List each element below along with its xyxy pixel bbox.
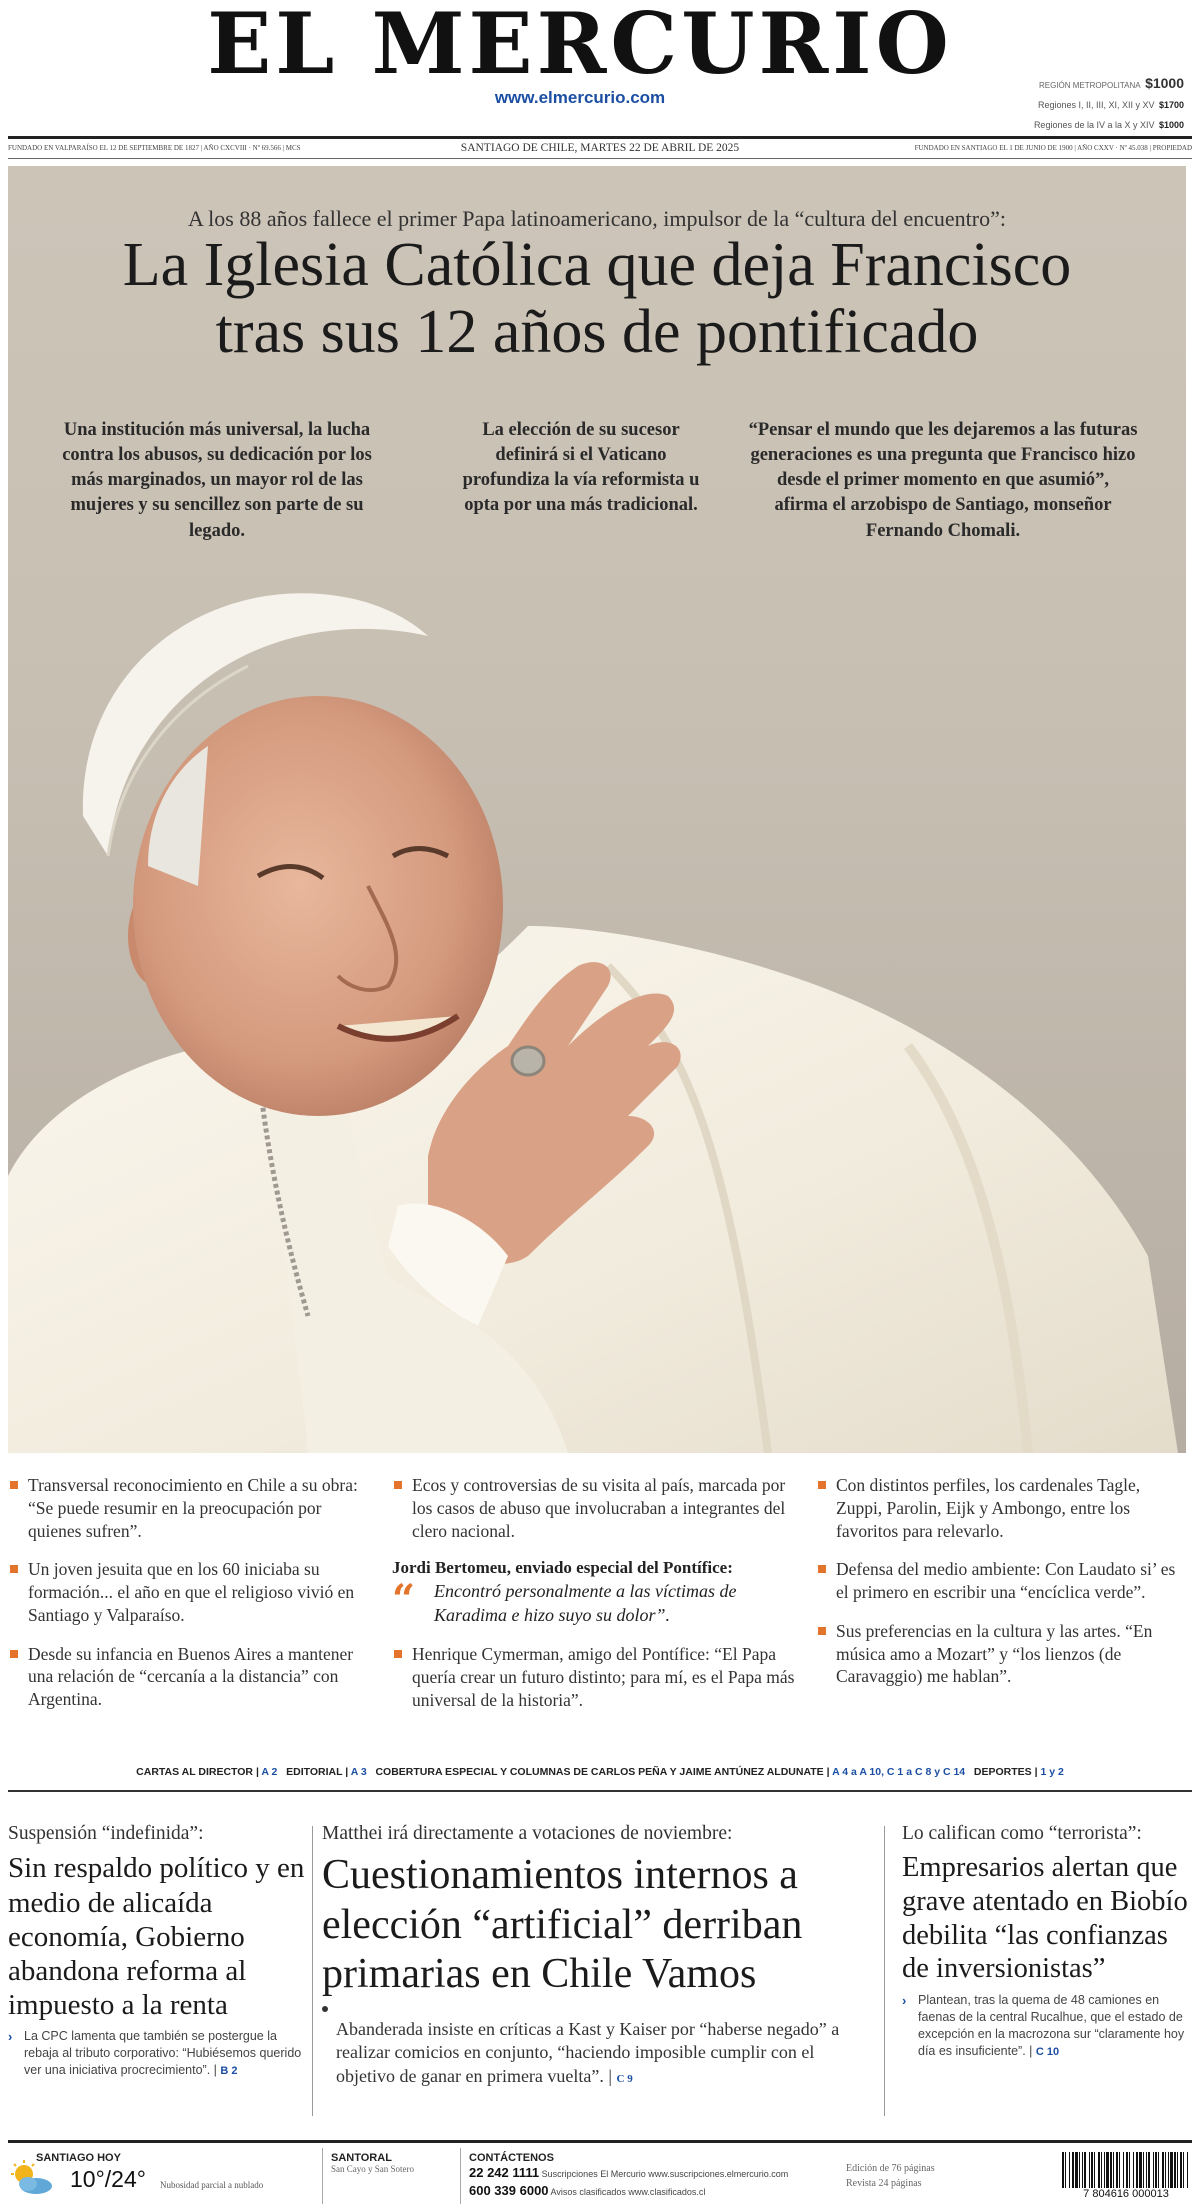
bullet-square-icon [10, 1650, 18, 1658]
barcode-bar [1133, 2152, 1134, 2193]
bullet-item[interactable] [392, 1474, 802, 1542]
ref-editorial[interactable]: EDITORIAL [286, 1766, 343, 1778]
barcode-bar [1069, 2152, 1070, 2193]
story-note-text: Plantean, tras la quema de 48 camiones en faenas de la central Rucalhue, que el estado de excepción en la macrozona sur “claramente hoy día es insuficiente”. [918, 1992, 1185, 2058]
price-regions-a-label: Regiones I, II, III, XI, XII y XV [1037, 100, 1155, 110]
hero-deck-quote: “Pensar el mundo que les dejaremos a las futuras generaciones es una pregunta que Francisco hizo desde el primer momento en que asumió”, afirma el arzobispo de Santiago, monseñor Fernando Chomali. [748, 420, 1138, 541]
bullet-item[interactable] [816, 1474, 1186, 1542]
barcode-bar [1104, 2152, 1105, 2193]
barcode-bar [1148, 2152, 1150, 2193]
bullet-text: Ecos y controversias de su visita al país, marcada por los casos de abuso que involucraban a integrantes del clero nacional. [412, 1475, 786, 1541]
bullet-item[interactable] [8, 1558, 376, 1626]
bullet-text: Transversal reconocimiento en Chile a su obra: “Se puede resumir en la preocupación por quienes sufren”. [28, 1475, 358, 1541]
barcode-bar [1098, 2152, 1100, 2193]
barcode-bar [1065, 2152, 1066, 2193]
ref-deportes[interactable]: DEPORTES [973, 1766, 1032, 1778]
arrow-right-icon: › [902, 1992, 907, 2008]
ref-cobertura-page[interactable]: A 4 a A 10, C 1 a C 8 y C 14 [832, 1766, 966, 1778]
barcode-bar [1072, 2152, 1074, 2193]
barcode-bar [1168, 2152, 1169, 2193]
bullet-square-icon [10, 1481, 18, 1489]
dateline-rule [8, 158, 1192, 159]
barcode-bar [1129, 2152, 1130, 2193]
founded-right: FUNDADO EN SANTIAGO EL 1 DE JUNIO DE 1900 | AÑO CXXV · Nº 45.038 | PROPIEDAD [914, 144, 1192, 152]
footer-rule [8, 2140, 1192, 2143]
barcode-bar [1079, 2152, 1080, 2193]
barcode-bar [1101, 2152, 1102, 2193]
hero-headline-line-1: La Iglesia Católica que deja Francisco [122, 231, 1072, 299]
price-region-label: REGIÓN METROPOLITANA [1038, 81, 1141, 90]
santoral-box [322, 2148, 452, 2204]
hero-headline-line-2: tras sus 12 años de pontificado [215, 297, 979, 366]
ref-cartas-page[interactable]: A 2 [261, 1766, 278, 1778]
phone-subscriptions-desc: Suscripciones El Mercurio www.suscripciones.elmercurio.com [541, 2169, 789, 2179]
page-ref[interactable]: C 10 [1035, 2045, 1060, 2058]
barcode-bar [1153, 2152, 1154, 2193]
arrow-right-icon: › [8, 2029, 13, 2045]
barcode-bar [1116, 2152, 1118, 2193]
barcode-bar [1177, 2152, 1178, 2193]
barcode-bar [1183, 2152, 1184, 2193]
bullet-item[interactable] [8, 1474, 376, 1542]
story-kicker: Suspensión “indefinida”: [8, 1823, 204, 1844]
weather-temperature: 10°/24° [70, 2166, 146, 2192]
ref-cartas[interactable]: CARTAS AL DIRECTOR [136, 1766, 254, 1778]
bullet-item[interactable] [392, 1643, 802, 1711]
page-ref[interactable]: C 9 [616, 2072, 633, 2085]
date-line: SANTIAGO DE CHILE, MARTES 22 DE ABRIL DE 2025 [460, 142, 740, 154]
price-box [1034, 74, 1184, 134]
story-biobio-attack[interactable] [902, 1822, 1192, 2059]
bullet-text: Defensa del medio ambiente: Con Laudato si’ es el primero en escribir una “encíclica verde”. [836, 1559, 1176, 1602]
barcode-bar [1136, 2152, 1138, 2193]
bullet-item[interactable] [816, 1558, 1186, 1604]
barcode-bar [1126, 2152, 1128, 2193]
bullet-square-icon [10, 1565, 18, 1573]
phone-classifieds-desc: Avisos clasificados www.clasificados.cl [550, 2186, 706, 2197]
dateline [8, 142, 1192, 156]
bullet-item[interactable] [816, 1620, 1186, 1688]
barcode-bar [1091, 2152, 1093, 2193]
barcode-bar [1162, 2152, 1164, 2193]
bullet-square-icon [818, 1565, 826, 1573]
phone-subscriptions[interactable]: 22 242 1111 [469, 2165, 540, 2180]
story-headline: Sin respaldo político y en medio de alicaída economía, Gobierno abandona reforma al impuesto a la renta [8, 1852, 305, 2022]
barcode-bar [1170, 2152, 1173, 2193]
santoral-label: SANTORAL [331, 2152, 392, 2164]
bullet-text: Desde su infancia en Buenos Aires a mantener una relación de “cercanía a la distancia” con Argentina. [28, 1643, 354, 1709]
barcode-bar [1139, 2152, 1142, 2193]
bullet-text: Un joven jesuita que en los 60 iniciaba su formación... el año en que el religioso vivió en Santiago y Valparaíso. [28, 1559, 355, 1625]
barcode-bar [1113, 2152, 1114, 2193]
story-kicker: Matthei irá directamente a votaciones de noviembre: [322, 1823, 733, 1844]
barcode-bar [1143, 2152, 1144, 2193]
barcode-bar [1165, 2152, 1166, 2193]
column-divider [312, 1826, 313, 2116]
story-deck-text: Abanderada insiste en críticas a Kast y Kaiser por “haberse negado” a realizar comicios en conjunto, “haciendo imposible cumplir con el objetivo de ganar en primera vuelta”. [336, 2019, 840, 2086]
founded-left: FUNDADO EN VALPARAÍSO EL 12 DE SEPTIEMBRE DE 1827 | AÑO CXCVIII · Nº 69.566 | MCS [8, 144, 301, 152]
barcode-number: 7 804616 000013 [1060, 2188, 1192, 2200]
santoral-names: San Cayo y San Sotero [331, 2164, 414, 2174]
contact-box [460, 2148, 840, 2204]
barcode-bar [1094, 2152, 1095, 2193]
barcode-bar [1187, 2152, 1188, 2193]
barcode-bar [1174, 2152, 1176, 2193]
masthead [0, 0, 1200, 165]
quote-mark-icon: “ [392, 1576, 416, 1624]
story-deck: Abanderada insiste en críticas a Kast y Kaiser por “haberse negado” a realizar comicios en conjunto, “haciendo imposible cumplir con el objetivo de ganar en primera vuelta”. | C 9 [322, 2018, 868, 2088]
phone-classifieds[interactable]: 600 339 6000 [469, 2182, 549, 2198]
barcode-bar [1146, 2152, 1147, 2193]
story-kicker: Lo califican como “terrorista”: [902, 1823, 1142, 1844]
story-note: › Plantean, tras la quema de 48 camiones en faenas de la central Rucalhue, que el estado de excepción en la macrozona sur “claramente hoy día es insuficiente”. | C 10 [902, 1992, 1185, 2058]
magazine-pages: Revista 24 páginas [846, 2177, 922, 2189]
barcode-bar [1180, 2152, 1182, 2193]
barcode-bar [1062, 2152, 1064, 2193]
price-region: $1000 [1145, 75, 1184, 91]
masthead-rule [8, 136, 1192, 139]
barcode-bar [1158, 2152, 1159, 2193]
page-ref[interactable]: B 2 [220, 2065, 238, 2078]
bullet-text: Henrique Cymerman, amigo del Pontífice: “El Papa quería crear un futuro distinto; para mí, es el Papa más universal de la historia”. [412, 1644, 795, 1710]
price-regions-a: $1700 [1158, 100, 1184, 110]
barcode-bar [1084, 2152, 1086, 2193]
hero-section [8, 166, 1186, 1453]
footer [8, 2148, 1192, 2204]
newspaper-title: EL MERCURIO [207, 0, 953, 93]
weather-label: SANTIAGO HOY [36, 2152, 121, 2164]
hero-kicker: A los 88 años fallece el primer Papa latinoamericano, impulsor de la “cultura del encuentro”: [188, 206, 1006, 231]
weather-description: Nubosidad parcial a nublado [160, 2180, 264, 2190]
bullet-item[interactable] [8, 1643, 376, 1711]
bullet-column-2 [392, 1474, 802, 1727]
barcode-bar [1106, 2152, 1109, 2193]
column-divider [884, 1826, 885, 2116]
edition-pages: Edición de 76 páginas [846, 2163, 935, 2174]
section-rule [8, 1790, 1192, 1792]
bullet-text: Con distintos perfiles, los cardenales Tagle, Zuppi, Parolin, Eijk y Ambongo, entre los favoritos para relevarlo. [836, 1475, 1141, 1541]
story-tax-reform[interactable] [8, 1822, 308, 2079]
ref-cobertura[interactable]: COBERTURA ESPECIAL Y COLUMNAS DE CARLOS PEÑA Y JAIME ANTÚNEZ ALDUNATE [375, 1766, 824, 1778]
ref-deportes-page[interactable]: 1 y 2 [1040, 1766, 1064, 1778]
bullet-text: Sus preferencias en la cultura y las artes. “En música amo a Mozart” y “los lienzos (de Caravaggio) me hablan”. [836, 1620, 1153, 1687]
edition-info [846, 2162, 935, 2191]
barcode-bar [1123, 2152, 1124, 2193]
envoy-quote[interactable] [392, 1576, 802, 1627]
story-headline: Empresarios alertan que grave atentado en Biobío debilita “las confianzas de inversionistas” [902, 1852, 1188, 1985]
barcode-bar [1082, 2152, 1083, 2193]
weather-box [8, 2148, 308, 2204]
barcode-bar [1089, 2152, 1090, 2193]
story-note: › La CPC lamenta que también se postergue la rebaja al tributo corporativo: “Hubiésemos querido ver una iniciativa procrecimiento”. | B 2 [8, 2029, 302, 2078]
price-regions-b: $1000 [1158, 120, 1184, 130]
barcode-bar [1075, 2152, 1078, 2193]
website-link[interactable]: www.elmercurio.com [494, 88, 666, 107]
partly-cloudy-icon [8, 2160, 56, 2198]
story-primaries[interactable] [322, 1822, 868, 2088]
ref-editorial-page[interactable]: A 3 [350, 1766, 367, 1778]
bullet-column-3 [816, 1474, 1186, 1704]
envoy-title: Jordi Bertomeu, enviado especial del Pontífice: [392, 1558, 733, 1578]
hero-deck-legacy: Una institución más universal, la lucha contra los abusos, su dedicación por los más marginados, un mayor rol de las mujeres y su sencillez son parte de su legado. [62, 420, 372, 541]
barcode-bar [1155, 2152, 1157, 2193]
story-headline: Cuestionamientos internos a elección “artificial” derriban primarias en Chile Vamos [322, 1852, 803, 1998]
price-regions-b-label: Regiones de la IV a la X y XIV [1033, 120, 1155, 130]
barcode-bar [1110, 2152, 1112, 2193]
bullet-square-icon [818, 1481, 826, 1489]
story-note-text: La CPC lamenta que también se postergue la rebaja al tributo corporativo: “Hubiésemos querido ver una iniciativa procrecimiento”. [24, 2029, 302, 2078]
bullet-square-icon [818, 1627, 826, 1635]
section-references: CARTAS AL DIRECTOR | A 2 EDITORIAL | A 3 COBERTURA ESPECIAL Y COLUMNAS DE CARLOS PEÑA Y JAIME ANTÚNEZ ALDUNATE | A 4 a A 10, C 1 a C 8 y C 14 DEPORTES | 1 y 2 [136, 1766, 1064, 1778]
envoy-quote-text: Encontró personalmente a las víctimas de Karadima e hizo suyo su dolor”. [434, 1581, 737, 1625]
hero-deck-successor: La elección de su sucesor definirá si el Vaticano profundiza la vía reformista u opta por una más tradicional. [462, 420, 700, 516]
barcode-bar [1119, 2152, 1120, 2193]
bullet-square-icon [394, 1650, 402, 1658]
contact-label: CONTÁCTENOS [469, 2152, 554, 2164]
hero-headline [8, 232, 1186, 366]
bullet-column-1 [8, 1474, 376, 1727]
bullet-square-icon [394, 1481, 402, 1489]
